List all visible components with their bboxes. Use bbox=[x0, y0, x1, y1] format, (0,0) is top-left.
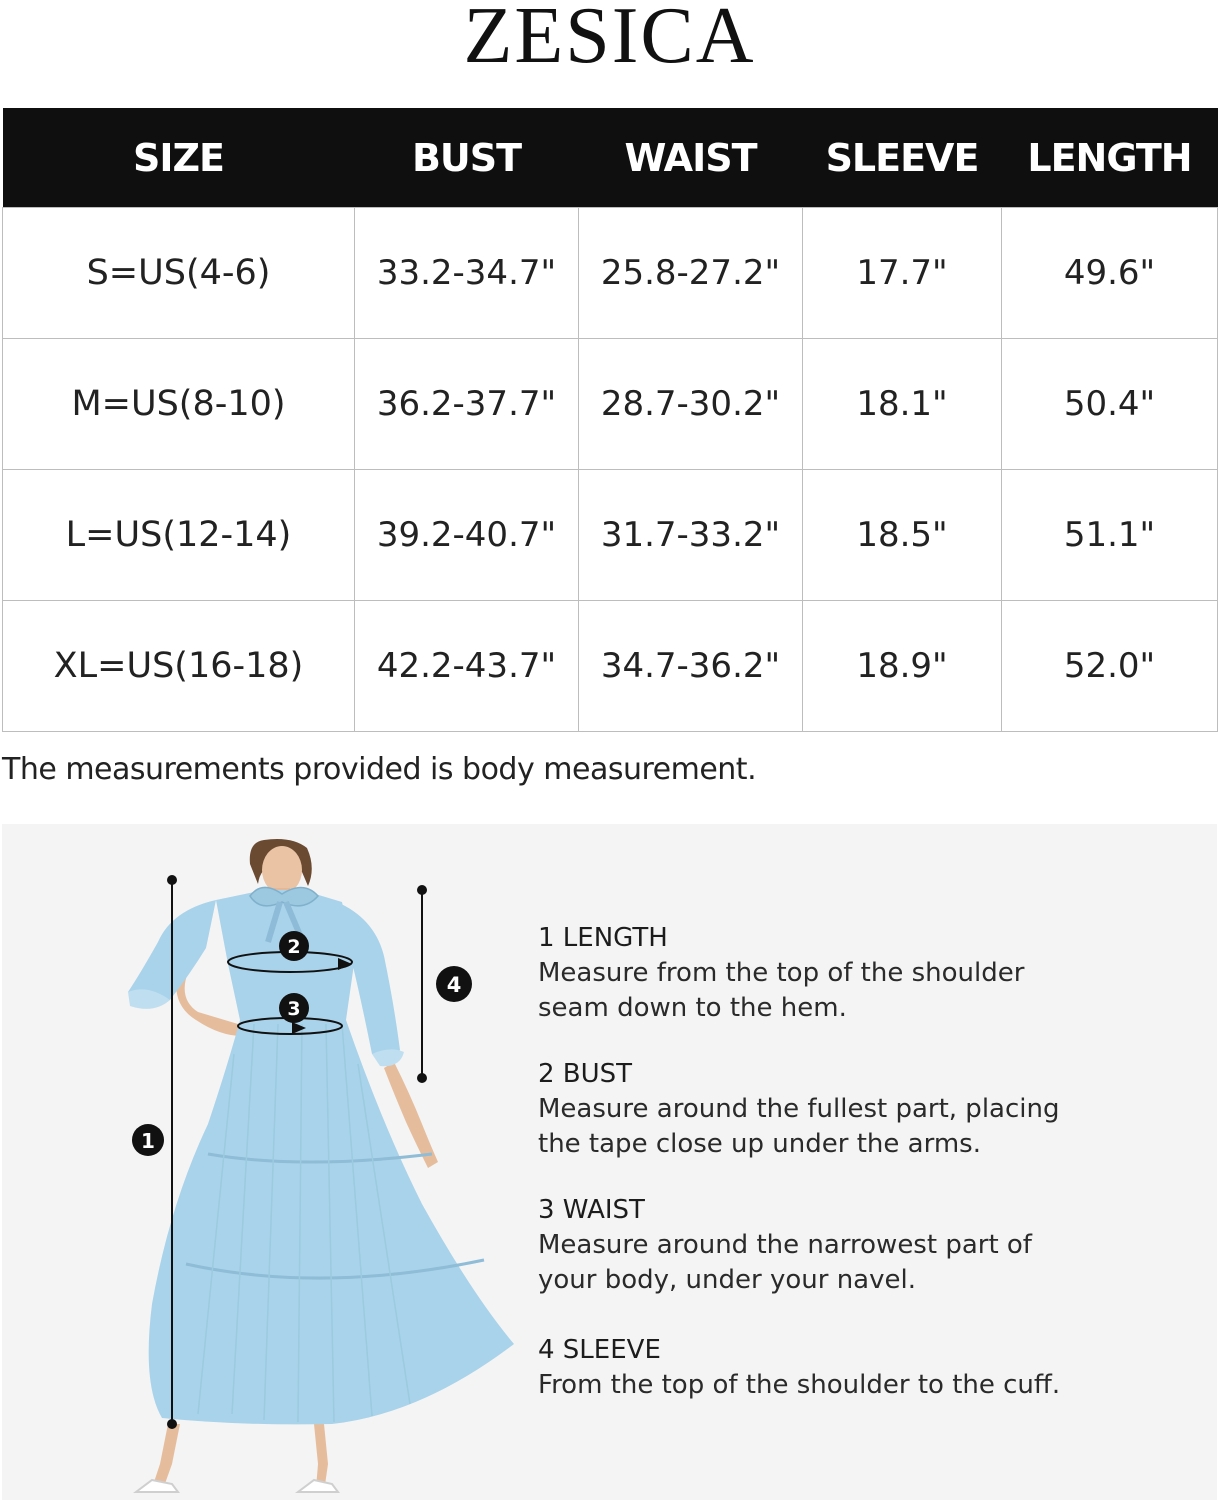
size-chart-table bbox=[2, 108, 1218, 732]
marker-1-label: 1 bbox=[141, 1129, 155, 1153]
guide-length bbox=[538, 920, 1098, 1026]
length-cell: 51.1" bbox=[1002, 470, 1218, 601]
length-top-dot bbox=[167, 875, 177, 885]
waist-cell: 28.7-30.2" bbox=[579, 339, 803, 470]
guide-sleeve bbox=[538, 1332, 1098, 1403]
table-row bbox=[3, 470, 1218, 601]
guide-sleeve-title: 4 SLEEVE bbox=[538, 1335, 661, 1365]
guide-length-desc-line: seam down to the hem. bbox=[538, 993, 847, 1023]
header-bust: BUST bbox=[355, 108, 579, 208]
bust-cell: 42.2-43.7" bbox=[355, 601, 579, 732]
table-header-row bbox=[3, 108, 1218, 208]
sleeve-bottom-dot bbox=[417, 1073, 427, 1083]
guide-waist-desc-line: your body, under your navel. bbox=[538, 1265, 916, 1295]
guide-waist-title: 3 WAIST bbox=[538, 1195, 645, 1225]
measure-guide-panel bbox=[2, 824, 1217, 1500]
guide-bust-title: 2 BUST bbox=[538, 1059, 633, 1089]
sleeve-cell: 18.5" bbox=[803, 470, 1002, 601]
bust-cell: 36.2-37.7" bbox=[355, 339, 579, 470]
sleeve-cell: 18.9" bbox=[803, 601, 1002, 732]
brand-logo: ZESICA bbox=[463, 0, 756, 80]
table-row bbox=[3, 339, 1218, 470]
table-row bbox=[3, 601, 1218, 732]
guide-waist bbox=[538, 1192, 1098, 1298]
waist-cell: 25.8-27.2" bbox=[579, 208, 803, 339]
size-cell: XL=US(16-18) bbox=[3, 601, 355, 732]
right-shoe bbox=[298, 1480, 338, 1492]
header-size: SIZE bbox=[3, 108, 355, 208]
sleeve-top-dot bbox=[417, 885, 427, 895]
guide-bust-desc-line: Measure around the fullest part, placing bbox=[538, 1094, 1060, 1124]
guide-bust-desc-line: the tape close up under the arms. bbox=[538, 1129, 981, 1159]
bust-cell: 39.2-40.7" bbox=[355, 470, 579, 601]
guide-length-title: 1 LENGTH bbox=[538, 923, 668, 953]
marker-4-label: 4 bbox=[446, 973, 462, 997]
measurement-note: The measurements provided is body measurement. bbox=[2, 752, 757, 787]
length-cell: 52.0" bbox=[1002, 601, 1218, 732]
header-length: LENGTH bbox=[1002, 108, 1218, 208]
bust-cell: 33.2-34.7" bbox=[355, 208, 579, 339]
length-cell: 49.6" bbox=[1002, 208, 1218, 339]
sleeve-cell: 17.7" bbox=[803, 208, 1002, 339]
guide-length-desc-line: Measure from the top of the shoulder bbox=[538, 958, 1025, 988]
guide-sleeve-desc-line: From the top of the shoulder to the cuff. bbox=[538, 1370, 1061, 1400]
size-cell: S=US(4-6) bbox=[3, 208, 355, 339]
marker-2-label: 2 bbox=[287, 936, 301, 958]
waist-cell: 34.7-36.2" bbox=[579, 601, 803, 732]
length-cell: 50.4" bbox=[1002, 339, 1218, 470]
sleeve-cell: 18.1" bbox=[803, 339, 1002, 470]
left-shoe bbox=[136, 1480, 178, 1492]
guide-waist-desc-line: Measure around the narrowest part of bbox=[538, 1230, 1032, 1260]
size-cell: M=US(8-10) bbox=[3, 339, 355, 470]
length-bottom-dot bbox=[167, 1419, 177, 1429]
table-row bbox=[3, 208, 1218, 339]
marker-3-label: 3 bbox=[287, 998, 301, 1020]
header-waist: WAIST bbox=[579, 108, 803, 208]
header-sleeve: SLEEVE bbox=[803, 108, 1002, 208]
dress-model-illustration bbox=[2, 824, 522, 1500]
waist-cell: 31.7-33.2" bbox=[579, 470, 803, 601]
guide-bust bbox=[538, 1056, 1098, 1162]
face-shape bbox=[262, 846, 302, 894]
size-cell: L=US(12-14) bbox=[3, 470, 355, 601]
